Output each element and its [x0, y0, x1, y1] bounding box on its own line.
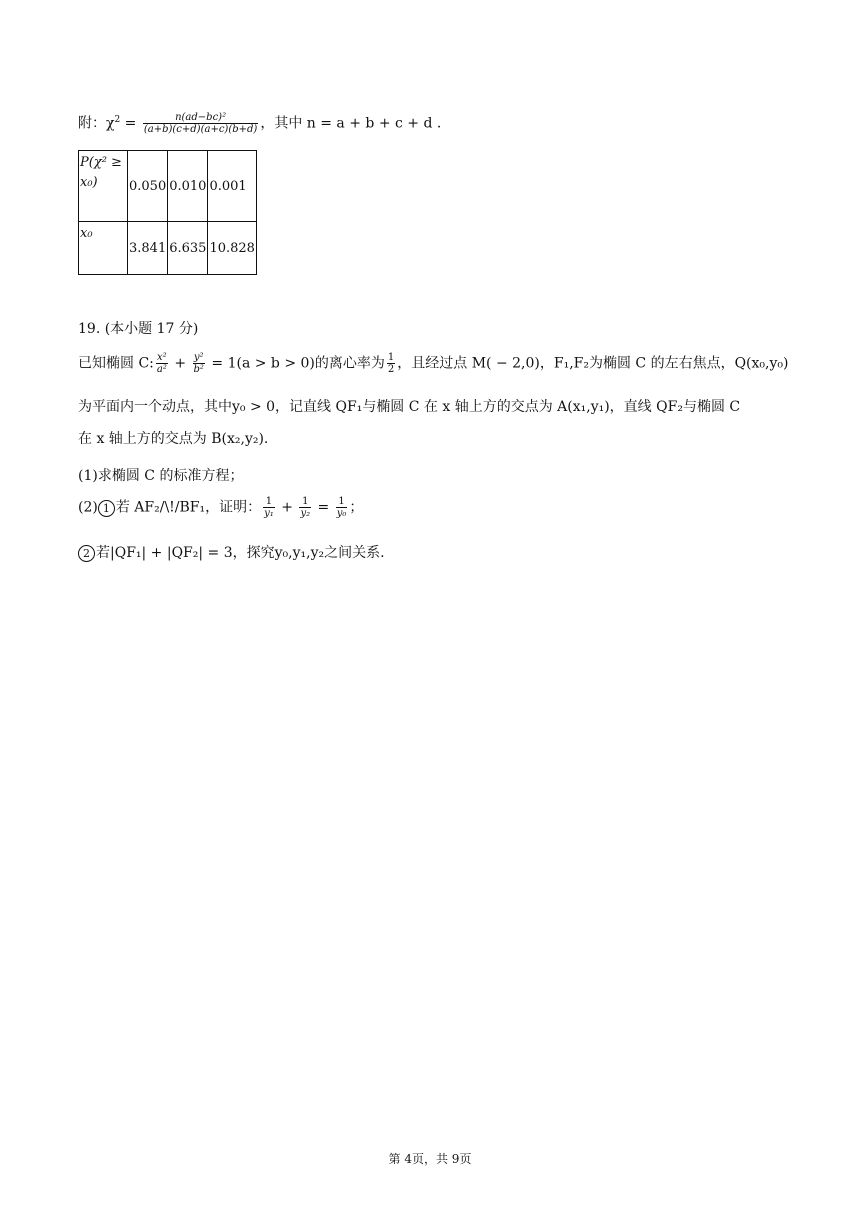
fraction-numerator: y²	[193, 352, 204, 363]
chi-square-formula	[78, 112, 441, 135]
fraction-y	[193, 352, 205, 375]
circled-number-icon: 1	[98, 500, 115, 517]
formula-fraction	[143, 112, 258, 135]
formula-suffix: ，其中 n = a + b + c + d .	[260, 115, 442, 132]
page-footer: 第 4页，共 9页	[388, 1152, 472, 1166]
fraction-denominator: y₁	[264, 508, 274, 519]
critical-value-table	[78, 150, 257, 275]
fraction-numerator: 1	[336, 496, 348, 508]
question-line-1	[78, 352, 788, 375]
table-row-header: P(χ² ≥ x₀)	[79, 151, 128, 222]
question-line-2: 为平面内一个动点，其中y₀ > 0，记直线 QF₁与椭圆 C 在 x 轴上方的交点为 A(x₁,y₁)，直线 QF₂与椭圆 C	[78, 399, 741, 415]
equals-sign: =	[313, 499, 334, 516]
fraction-denominator: b²	[193, 364, 204, 375]
fraction-x	[156, 352, 168, 375]
table-row	[79, 151, 257, 222]
formula-equals: =	[120, 115, 141, 132]
question-text: 若 AF₂/\!/BF₁，证明：	[115, 499, 262, 516]
fraction-numerator: 1	[387, 352, 395, 363]
fraction-1-y2	[299, 496, 311, 519]
question-line-3: 在 x 轴上方的交点为 B(x₂,y₂).	[78, 431, 269, 447]
fraction-numerator: x²	[157, 352, 167, 363]
table-cell: 6.635	[168, 222, 208, 275]
question-text: = 1(a > b > 0)的离心率为	[206, 355, 385, 372]
table-row	[79, 222, 257, 275]
fraction-denominator: y₂	[300, 508, 311, 519]
table-cell: 0.010	[168, 151, 208, 222]
question-part-2-1	[78, 496, 363, 519]
fraction-denominator: a²	[156, 364, 167, 375]
table-cell: 10.828	[208, 222, 257, 275]
fraction-half	[387, 352, 395, 375]
formula-denominator: (a+b)(c+d)(a+c)(b+d)	[143, 124, 258, 135]
fraction-1-y0	[336, 496, 348, 519]
table-cell: 0.050	[128, 151, 168, 222]
fraction-1-y1	[263, 496, 275, 519]
question-text: 已知椭圆 C:	[78, 355, 154, 372]
question-text: ；	[349, 499, 364, 516]
question-part-2-2	[78, 542, 385, 562]
question-text: 若|QF₁| + |QF₂| = 3，探究y₀,y₁,y₂之间关系.	[96, 545, 385, 561]
fraction-denominator: y₀	[336, 508, 347, 519]
fraction-denominator: 2	[387, 364, 395, 375]
formula-numerator: n(ad−bc)²	[143, 112, 258, 124]
fraction-numerator: 1	[299, 496, 311, 508]
question-text: ，且经过点 M( − 2,0)，F₁,F₂为椭圆 C 的左右焦点，Q(x₀,y₀)	[397, 355, 789, 372]
chi-exponent: 2	[114, 114, 121, 125]
fraction-numerator: 1	[263, 496, 275, 508]
table-cell: 0.001	[208, 151, 257, 222]
plus-sign: +	[276, 499, 298, 516]
question-heading: 19. (本小题 17 分)	[78, 321, 199, 337]
formula-prefix: 附：χ	[78, 115, 115, 132]
plus-sign: +	[169, 355, 191, 372]
circled-number-icon: 2	[78, 545, 95, 562]
table-cell: 3.841	[128, 222, 168, 275]
table-row-header: x₀	[79, 222, 128, 275]
question-part-1: (1)求椭圆 C 的标准方程；	[78, 468, 244, 484]
part-label: (2)	[78, 499, 98, 516]
